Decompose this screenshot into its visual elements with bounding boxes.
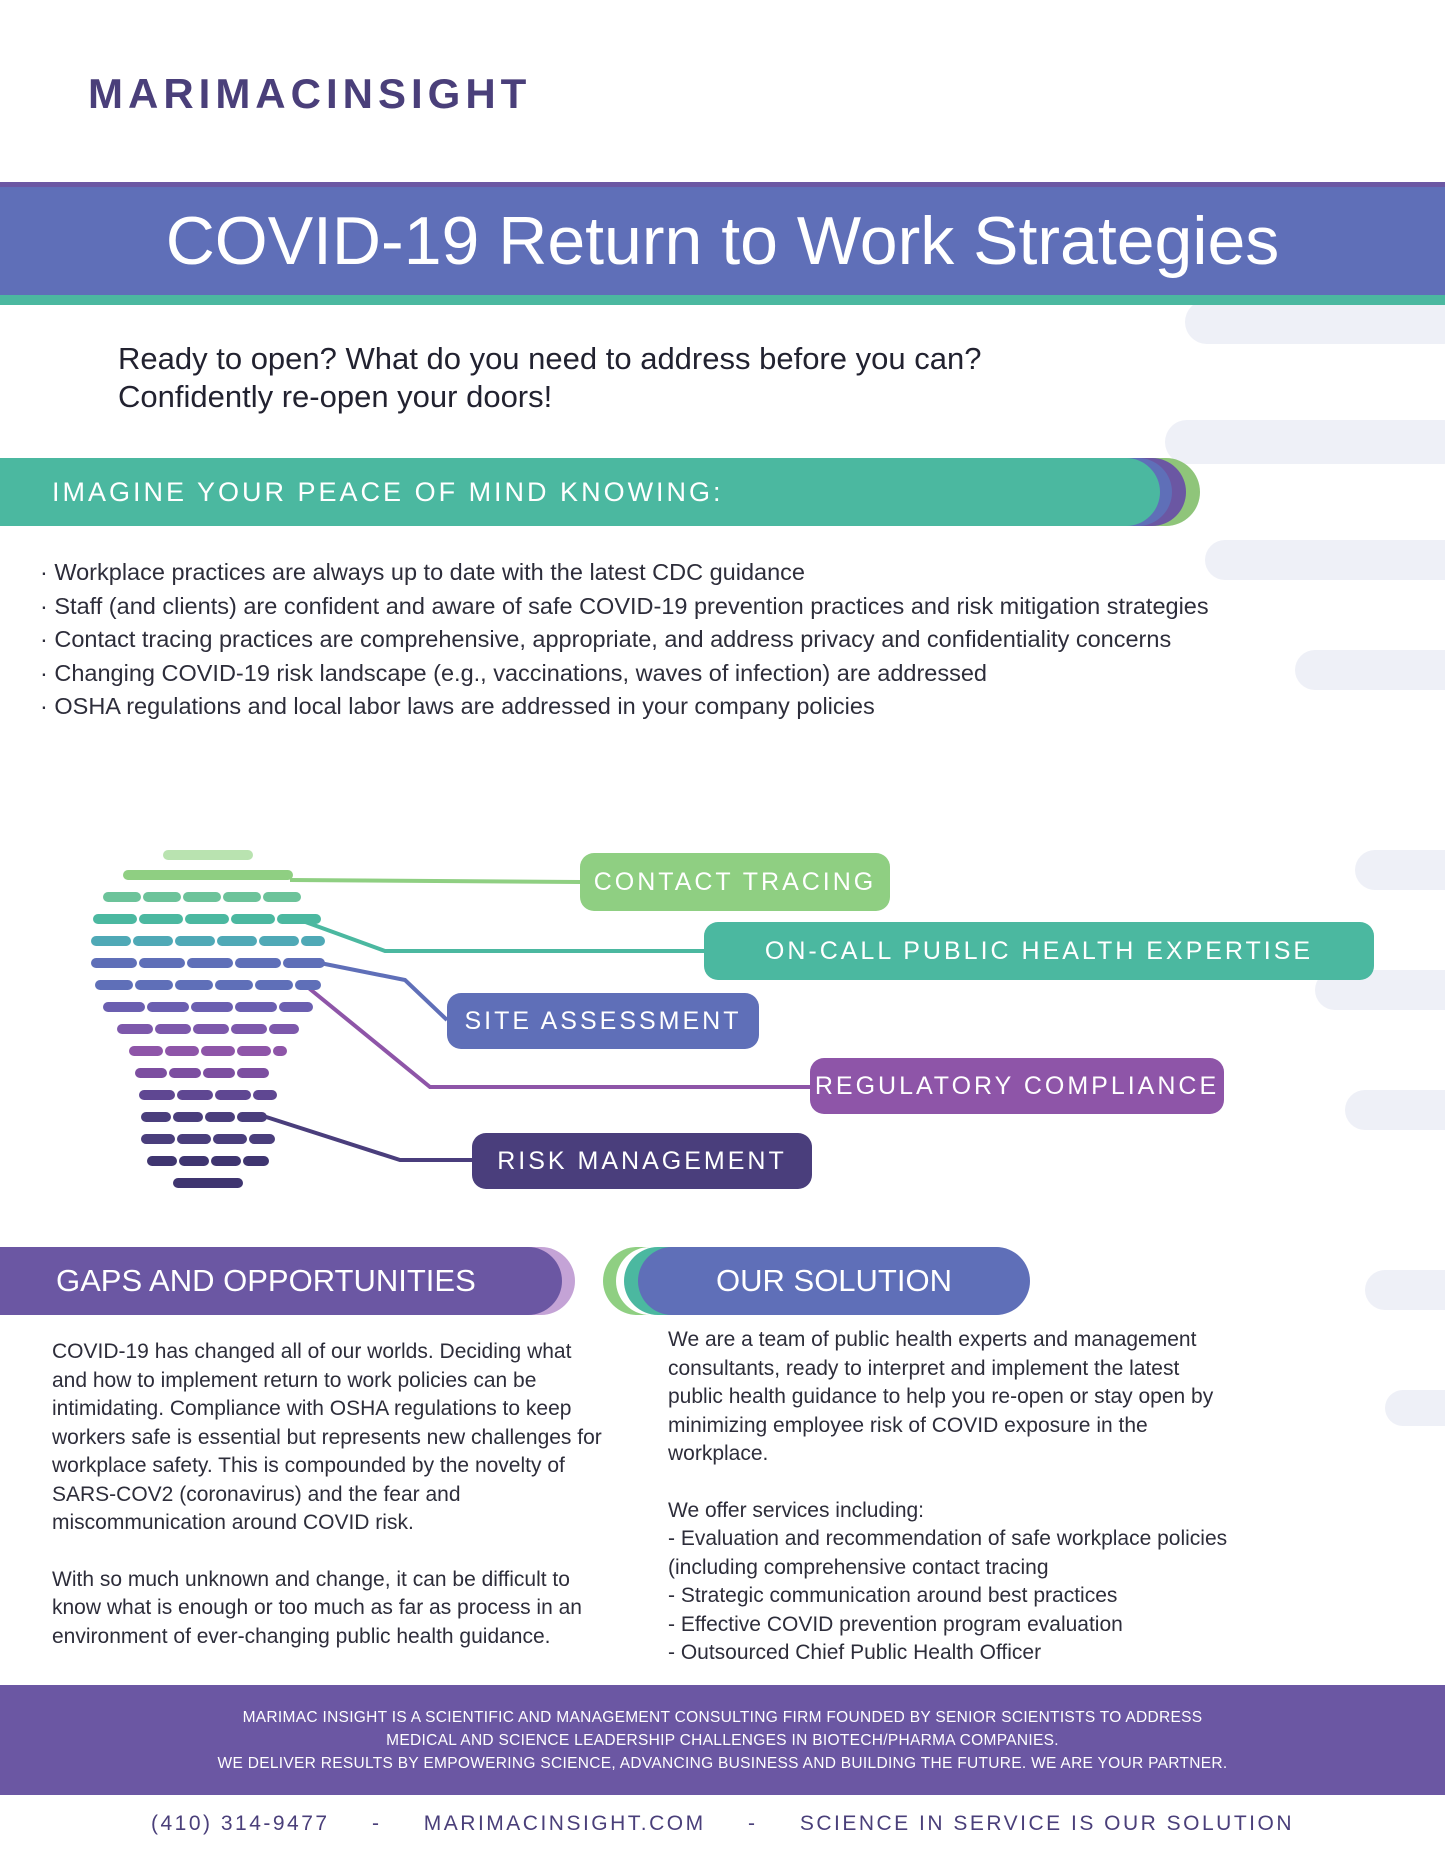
list-item: · Changing COVID-19 risk landscape (e.g., vaccinations, waves of infection) are addressed — [40, 657, 1209, 691]
solution-heading: OUR SOLUTION — [716, 1263, 952, 1298]
intro-line-2: Confidently re-open your doors! — [118, 379, 553, 414]
gaps-paragraph-1: COVID-19 has changed all of our worlds. Deciding what and how to implement return to work policies can be intimidating. Compliance with OSHA regulations to keep workers safe is essential but represents new challenges for workplace safety. This is compounded by the novelty of SARS-COV2 (coronavirus) and the fear and miscommunication around COVID risk. — [52, 1340, 602, 1534]
list-item: - Evaluation and recommendation of safe workplace policies (including comprehensive contact tracing — [668, 1527, 1228, 1579]
solution-offer-list — [668, 1525, 1228, 1668]
list-item: · Staff (and clients) are confident and aware of safe COVID-19 prevention practices and risk mitigation strategies — [40, 590, 1209, 624]
intro-text — [118, 340, 981, 416]
website-link[interactable]: MARIMACINSIGHT.COM — [423, 1812, 706, 1835]
list-item: - Strategic communication around best practices — [668, 1584, 1118, 1607]
list-item: - Effective COVID prevention program evaluation — [668, 1612, 1123, 1636]
footer-text — [0, 1706, 1445, 1775]
tagline: SCIENCE IN SERVICE IS OUR SOLUTION — [799, 1812, 1295, 1835]
service-risk-management: RISK MANAGEMENT — [472, 1133, 812, 1189]
phone-number[interactable]: (410) 314-9477 — [150, 1812, 330, 1835]
footer-line-2: MEDICAL AND SCIENCE LEADERSHIP CHALLENGES IN BIOTECH/PHARMA COMPANIES. — [386, 1732, 1059, 1749]
title-banner — [0, 182, 1445, 305]
service-on-call-expertise: ON-CALL PUBLIC HEALTH EXPERTISE — [704, 922, 1374, 980]
lightbulb-icon — [88, 845, 328, 1195]
imagine-heading: IMAGINE YOUR PEACE OF MIND KNOWING: — [52, 477, 724, 507]
list-item: · Contact tracing practices are comprehensive, appropriate, and address privacy and confidentiality concerns — [40, 623, 1209, 657]
service-site-assessment: SITE ASSESSMENT — [447, 993, 759, 1049]
imagine-list — [40, 556, 1209, 724]
gaps-heading: GAPS AND OPPORTUNITIES — [56, 1263, 476, 1298]
list-item: · Workplace practices are always up to date with the latest CDC guidance — [40, 556, 1209, 590]
solution-paragraph: We are a team of public health experts and management consultants, ready to interpret and implement the latest public health guidance to help you re-open or stay open by minimizing employee risk of COVID exposure in the workplace. — [668, 1328, 1214, 1465]
separator: - — [747, 1812, 758, 1835]
solution-body — [668, 1326, 1228, 1668]
brand-logo: MARIMACINSIGHT — [88, 70, 532, 117]
gaps-paragraph-2: With so much unknown and change, it can be difficult to know what is enough or too much as far as process in an environment of ever-changing public health guidance. — [52, 1567, 582, 1648]
footer-line-1: MARIMAC INSIGHT IS A SCIENTIFIC AND MANAGEMENT CONSULTING FIRM FOUNDED BY SENIOR SCIENTISTS TO ADDRESS — [242, 1709, 1203, 1726]
intro-line-1: Ready to open? What do you need to address before you can? — [118, 341, 982, 376]
list-item: · OSHA regulations and local labor laws are addressed in your company policies — [40, 690, 1209, 724]
solution-offer-intro: We offer services including: — [668, 1498, 925, 1522]
gaps-body — [52, 1338, 612, 1679]
list-item: - Outsourced Chief Public Health Officer — [668, 1641, 1042, 1664]
service-regulatory-compliance: REGULATORY COMPLIANCE — [810, 1058, 1224, 1114]
service-contact-tracing: CONTACT TRACING — [580, 853, 890, 911]
separator: - — [371, 1812, 382, 1835]
contact-line — [0, 1812, 1445, 1836]
page-title: COVID-19 Return to Work Strategies — [165, 203, 1280, 279]
footer-line-3: WE DELIVER RESULTS BY EMPOWERING SCIENCE, ADVANCING BUSINESS AND BUILDING THE FUTURE. WE ARE YOUR PARTNER. — [217, 1755, 1228, 1772]
